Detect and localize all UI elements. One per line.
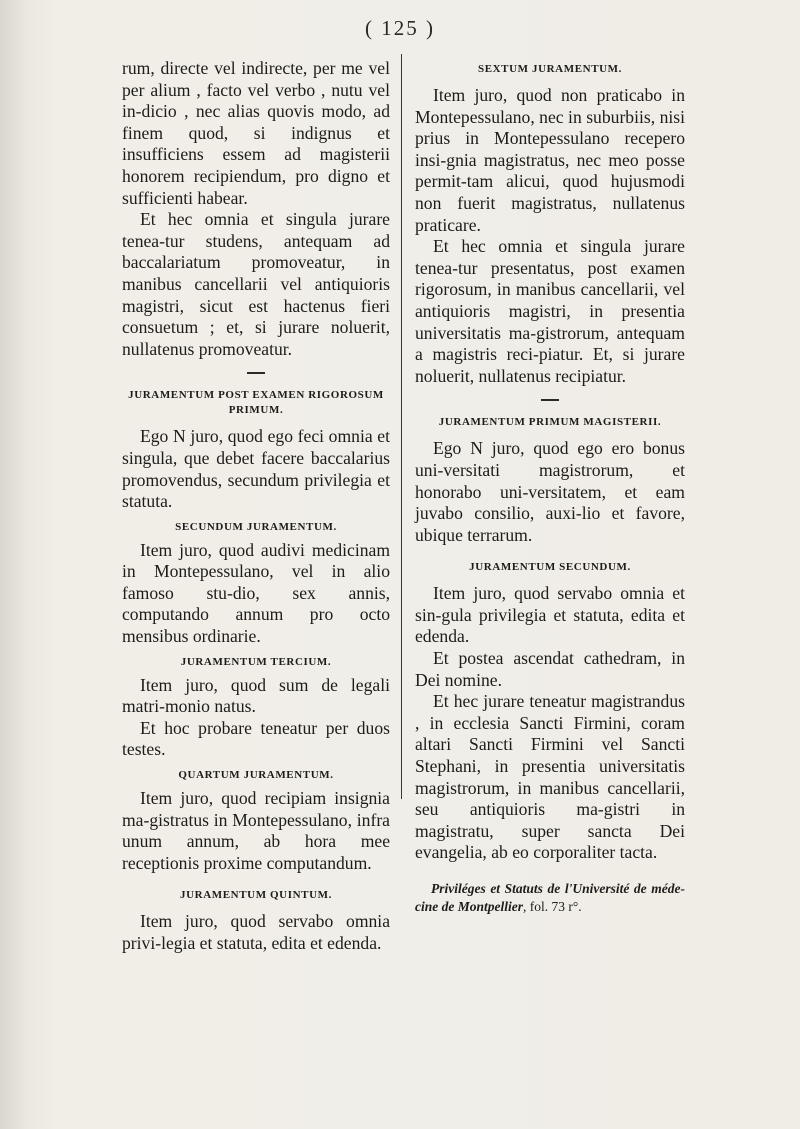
paragraph: Et hec jurare teneatur magistrandus , in ecclesia Sancti Firmini, coram altari Sancti Firmini vel Sancti Stephani, in presentia universitatis magistrorum, in manibus cancellarii, seu antiquioris ma-gistri in magistratu, super sancta Dei evangelia, ab eo corporaliter tacta. [415, 691, 685, 863]
page-number: ( 125 ) [365, 16, 435, 40]
paragraph: Et hoc probare teneatur per duos testes. [122, 717, 390, 760]
source-title: Priviléges et Statuts de l'Université de méde-cine de Montpellier [415, 881, 685, 914]
column-divider [401, 54, 402, 799]
section-heading: JURAMENTUM SECUNDUM. [469, 561, 631, 574]
paragraph: Item juro, quod audivi medicinam in Montepessulano, vel in alio famoso stu-dio, sex annis, computando annum pro octo mensibus ordinarie. [122, 539, 390, 647]
paragraph: Item juro, quod non praticabo in Montepessulano, nec in suburbiis, nisi prius in Montepessulano recepero insi-gnia magistratus, nec meo posse permit-tam alicui, quod hujusmodi non fuerit magistratus, nullatenus praticare. [415, 85, 685, 235]
paragraph: Item juro, quod servabo omnia privi-legia et statuta, edita et edenda. [122, 911, 390, 953]
section-heading: SEXTUM JURAMENTUM. [477, 63, 623, 75]
paragraph: Et hec omnia et singula jurare tenea-tur studens, antequam ad baccalariatum promoveatur, in manibus cancellarii vel antiquioris magistri, sicut est hactenus fieri consuetum ; et, si jurare noluerit, nullatenus promoveatur. [122, 209, 390, 359]
section-heading: SECUNDUM JURAMENTUM. [175, 520, 337, 533]
section-heading: JURAMENTUM PRIMUM MAGISTERII. [438, 416, 662, 429]
source-citation [415, 880, 685, 916]
right-column [415, 58, 685, 930]
paragraph: Ego N juro, quod ego feci omnia et singula, que debet facere baccalarius promovendus, secundum privilegia et statuta. [122, 426, 390, 512]
section-divider [541, 399, 559, 401]
paragraph: Item juro, quod servabo omnia et sin-gula privilegia et statuta, edita et edenda. [415, 583, 685, 647]
paragraph: Ego N juro, quod ego ero bonus uni-versitati magistrorum, et honorabo uni-versitatem, et eam juvabo consilio, auxi-lio et favore, ubique terrarum. [415, 438, 685, 545]
paragraph: Et postea ascendat cathedram, in Dei nomine. [415, 648, 685, 690]
paragraph: rum, directe vel indirecte, per me vel per alium , facto vel verbo , nutu vel in-dicio , nec alias quovis modo, ad finem quod, si indignus et insufficiens essem ad magisterii honorem recipiendum, pro digno et sufficienti habear. [122, 58, 390, 208]
section-heading: JURAMENTUM POST EXAMEN RIGOROSUM PRIMUM. [128, 389, 384, 417]
section-heading: JURAMENTUM QUINTUM. [180, 889, 332, 902]
paragraph: Et hec omnia et singula jurare tenea-tur presentatus, post examen rigorosum, in manibus cancellarii, vel antiquioris magistri, in presentia universitatis ma-gistrorum, antequam a magistris reci-piatur. Et, si jurare noluerit, nullatenus recipiatur. [415, 236, 685, 386]
left-column [122, 58, 390, 955]
paragraph: Item juro, quod recipiam insignia ma-gistratus in Montepessulano, infra unum annum, ab hora mee receptionis proxime computandum. [122, 788, 390, 873]
section-heading: JURAMENTUM TERCIUM. [180, 655, 332, 668]
paragraph: Item juro, quod sum de legali matri-monio natus. [122, 674, 390, 717]
section-divider [247, 372, 265, 374]
section-heading: QUARTUM JURAMENTUM. [178, 769, 334, 782]
source-folio: , fol. 73 r°. [523, 899, 582, 914]
